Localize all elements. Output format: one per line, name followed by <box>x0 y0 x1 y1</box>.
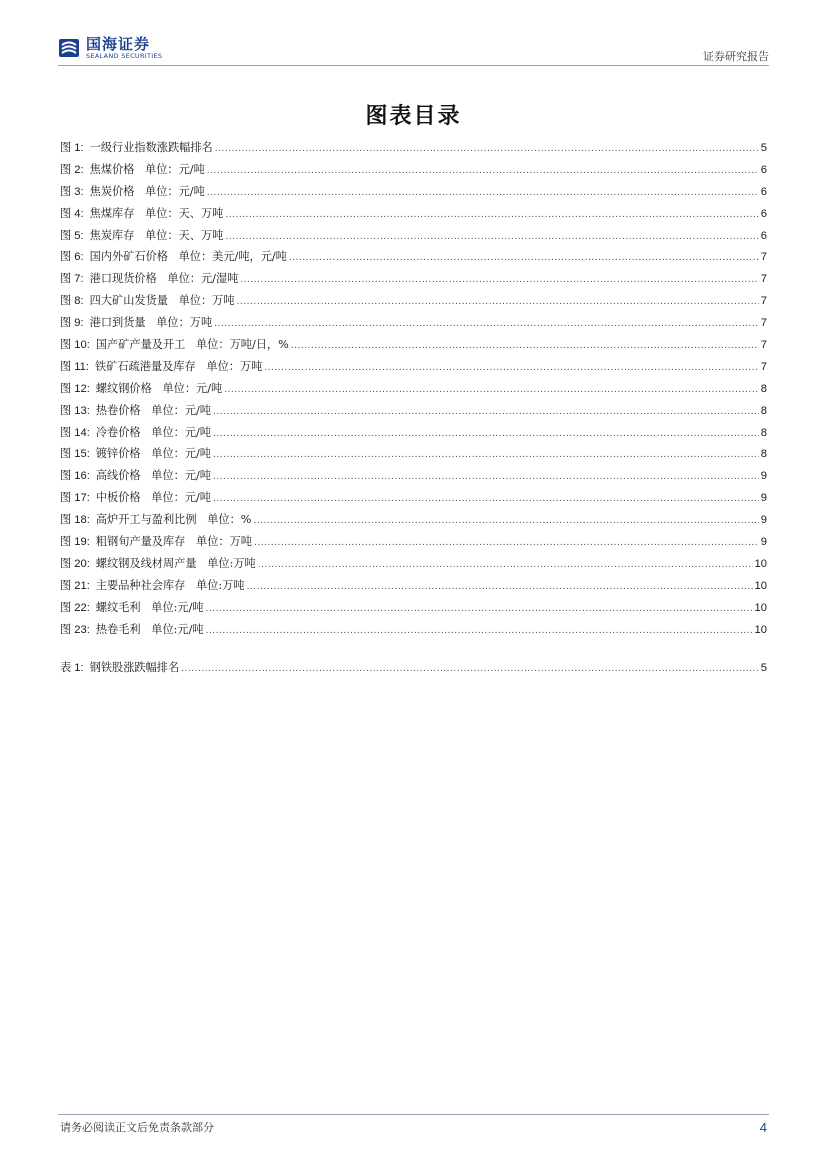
entry-page-number: 7 <box>760 339 767 352</box>
entry-page-number: 7 <box>760 273 767 286</box>
entry-label: 图 6: <box>60 251 84 264</box>
figure-entry[interactable] <box>60 575 767 597</box>
entry-page-number: 7 <box>760 295 767 308</box>
page-number: 4 <box>759 1120 767 1135</box>
entry-label: 图 8: <box>60 295 84 308</box>
figure-entry[interactable] <box>60 268 767 290</box>
entry-title: 焦炭价格 单位：元/吨 <box>89 184 205 198</box>
entry-title: 镀锌价格 单位：元/吨 <box>95 447 211 461</box>
entry-title: 焦煤价格 单位：元/吨 <box>89 162 205 176</box>
entry-label: 图 11: <box>60 360 90 373</box>
entry-page-number: 6 <box>760 229 767 242</box>
page-header <box>58 32 769 66</box>
entry-title: 焦炭库存 单位：天、万吨 <box>89 228 224 242</box>
dot-leader <box>206 599 753 621</box>
entry-title: 一级行业指数涨跌幅排名 <box>89 141 213 154</box>
figure-entry[interactable] <box>60 443 767 465</box>
figure-entry[interactable] <box>60 356 767 378</box>
dot-leader <box>247 577 753 599</box>
dot-leader <box>207 161 759 183</box>
dot-leader <box>214 314 759 336</box>
entry-title: 螺纹钢价格 单位：元/吨 <box>95 381 223 395</box>
header-divider <box>58 65 769 66</box>
entry-title: 热卷价格 单位：元/吨 <box>95 403 211 417</box>
entry-page-number: 7 <box>760 317 767 330</box>
entry-title: 热卷毛利 单位:元/吨 <box>95 622 204 636</box>
dot-leader <box>237 292 759 314</box>
dot-leader <box>181 659 759 681</box>
entry-title: 国产矿产量及开工 单位：万吨/日，% <box>95 338 289 352</box>
report-type-label: 证券研究报告 <box>703 50 769 63</box>
figure-entry[interactable] <box>60 509 767 531</box>
entry-page-number: 10 <box>754 579 767 592</box>
dot-leader <box>258 555 753 577</box>
entry-label: 图 3: <box>60 185 84 198</box>
entry-page-number: 6 <box>760 207 767 220</box>
entry-label: 图 16: <box>60 470 90 483</box>
figure-entry[interactable] <box>60 334 767 356</box>
entry-page-number: 9 <box>760 492 767 505</box>
entry-label: 图 9: <box>60 317 84 330</box>
entry-page-number: 8 <box>760 448 767 461</box>
entry-title: 冷卷价格 单位：元/吨 <box>95 425 211 439</box>
dot-leader <box>213 489 759 511</box>
figure-entry[interactable] <box>60 290 767 312</box>
entry-label: 图 4: <box>60 207 84 220</box>
entry-page-number: 8 <box>760 404 767 417</box>
disclaimer-notice: 请务必阅读正文后免责条款部分 <box>60 1121 214 1134</box>
figure-entry[interactable] <box>60 553 767 575</box>
entry-label: 图 14: <box>60 426 90 439</box>
page-title: 图表目录 <box>365 103 462 129</box>
entry-label: 图 23: <box>60 623 90 636</box>
entry-page-number: 5 <box>760 662 767 674</box>
dot-leader <box>206 621 753 643</box>
entry-label: 图 7: <box>60 273 84 286</box>
dot-leader <box>240 270 758 292</box>
dot-leader <box>213 424 759 446</box>
dot-leader <box>264 358 758 380</box>
entry-page-number: 6 <box>760 185 767 198</box>
dot-leader <box>207 183 759 205</box>
figure-entry[interactable] <box>60 378 767 400</box>
entry-title: 高炉开工与盈利比例 单位：% <box>95 513 252 527</box>
dot-leader <box>215 139 759 161</box>
table-entry[interactable] <box>60 657 767 679</box>
figure-entry[interactable] <box>60 225 767 247</box>
entry-title: 高线价格 单位：元/吨 <box>95 469 211 483</box>
entry-label: 图 17: <box>60 492 90 505</box>
figure-entry[interactable] <box>60 312 767 334</box>
entry-title: 螺纹毛利 单位:元/吨 <box>95 600 204 614</box>
entry-page-number: 9 <box>760 514 767 527</box>
figure-entry[interactable] <box>60 619 767 641</box>
entry-title: 铁矿石疏港量及库存 单位：万吨 <box>95 359 263 373</box>
entry-title: 四大矿山发货量 单位：万吨 <box>89 294 235 308</box>
entry-page-number: 9 <box>760 470 767 483</box>
entry-title: 国内外矿石价格 单位：美元/吨，元/吨 <box>89 250 287 264</box>
dot-leader <box>213 402 759 424</box>
dot-leader <box>254 533 759 555</box>
entry-title: 中板价格 单位：元/吨 <box>95 491 211 505</box>
entry-title: 主要品种社会库存 单位:万吨 <box>95 578 245 592</box>
entry-label: 图 12: <box>60 382 90 395</box>
entry-label: 图 13: <box>60 404 90 417</box>
table-list <box>60 657 767 679</box>
entry-label: 图 19: <box>60 536 90 549</box>
entry-label: 图 15: <box>60 448 90 461</box>
figure-entry[interactable] <box>60 400 767 422</box>
figure-entry[interactable] <box>60 137 767 159</box>
entry-page-number: 7 <box>760 251 767 264</box>
entry-title: 港口到货量 单位：万吨 <box>89 316 213 330</box>
figure-list <box>60 137 767 640</box>
dot-leader <box>213 445 759 467</box>
figure-entry[interactable] <box>60 181 767 203</box>
entry-label: 图 5: <box>60 229 84 242</box>
figure-entry[interactable] <box>60 246 767 268</box>
entry-page-number: 7 <box>760 360 767 373</box>
figure-entry[interactable] <box>60 203 767 225</box>
figure-entry[interactable] <box>60 159 767 181</box>
entry-label: 图 1: <box>60 142 84 154</box>
figure-entry[interactable] <box>60 531 767 553</box>
dot-leader <box>289 248 759 270</box>
entry-label: 图 21: <box>60 579 90 592</box>
dot-leader <box>225 205 758 227</box>
entry-page-number: 10 <box>754 557 767 570</box>
entry-page-number: 10 <box>754 601 767 614</box>
entry-title: 粗钢旬产量及库存 单位：万吨 <box>95 535 252 549</box>
logo-english-name: SEALAND SECURITIES <box>86 52 163 60</box>
dot-leader <box>213 467 759 489</box>
figure-entry[interactable] <box>60 597 767 619</box>
entry-page-number: 8 <box>760 382 767 395</box>
figure-entry[interactable] <box>60 487 767 509</box>
entry-page-number: 10 <box>754 623 767 636</box>
figure-entry[interactable] <box>60 422 767 444</box>
entry-page-number: 6 <box>760 163 767 176</box>
dot-leader <box>224 380 759 402</box>
footer-divider <box>58 1114 769 1115</box>
sealand-logo-icon <box>58 37 80 59</box>
entry-page-number: 9 <box>760 536 767 549</box>
entry-label: 图 22: <box>60 601 90 614</box>
entry-title: 钢铁股涨跌幅排名 <box>89 661 180 674</box>
dot-leader <box>225 227 758 249</box>
dot-leader <box>253 511 758 533</box>
entry-label: 表 1: <box>60 662 84 674</box>
entry-label: 图 2: <box>60 163 84 176</box>
entry-label: 图 10: <box>60 339 90 352</box>
logo-chinese-name: 国海证券 <box>86 35 151 53</box>
entry-label: 图 20: <box>60 557 90 570</box>
entry-title: 螺纹钢及线材周产量 单位:万吨 <box>95 556 256 570</box>
company-logo <box>58 36 162 60</box>
entry-page-number: 8 <box>760 426 767 439</box>
entry-page-number: 5 <box>760 142 767 154</box>
figure-entry[interactable] <box>60 465 767 487</box>
entry-title: 焦煤库存 单位：天、万吨 <box>89 206 224 220</box>
dot-leader <box>291 336 759 358</box>
entry-title: 港口现货价格 单位：元/湿吨 <box>89 272 239 286</box>
entry-label: 图 18: <box>60 514 90 527</box>
